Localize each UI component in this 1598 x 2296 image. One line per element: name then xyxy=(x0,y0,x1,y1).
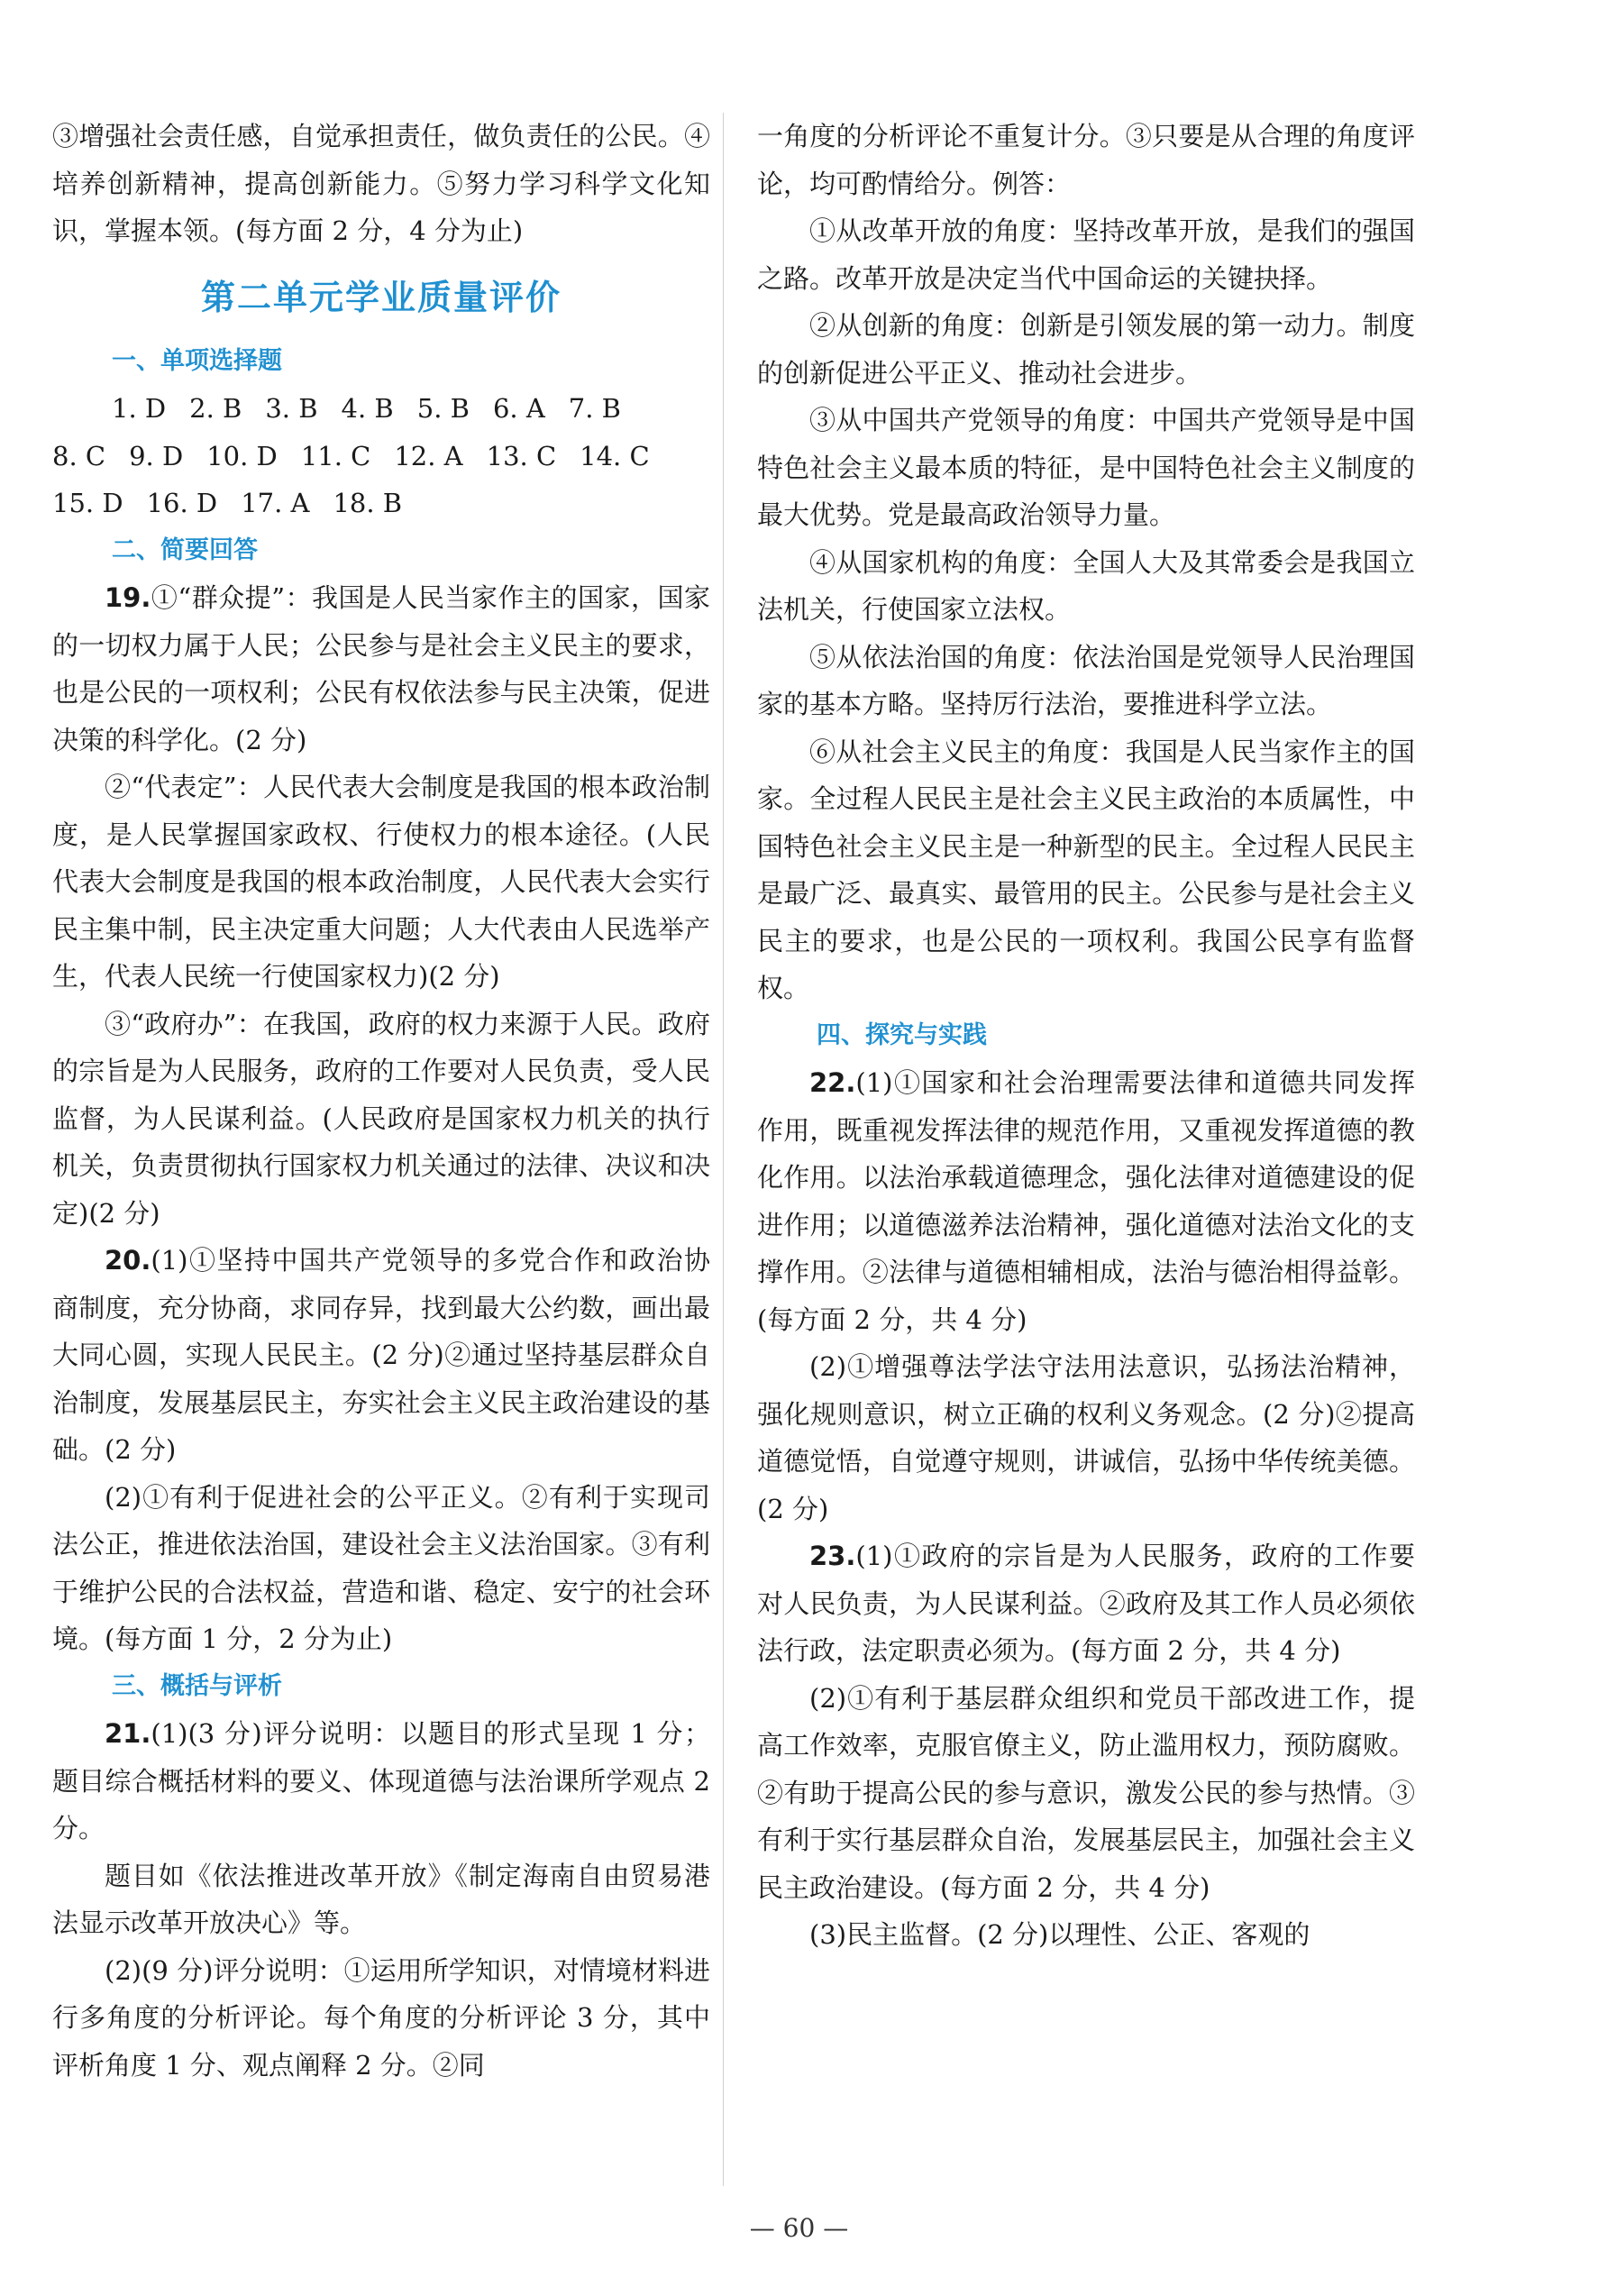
answer-item: 5. B xyxy=(416,393,470,424)
question-20-part-2: (2)①有利于促进社会的公平正义。②有利于实现司法公正，推进依法治国，建设社会主义法治国家。③有利于维护公民的合法权益，营造和谐、稳定、安宁的社会环境。(每方面 1 分，2 分为止) xyxy=(52,1481,710,1654)
question-22-part-2: (2)①增强尊法学法守法用法意识，弘扬法治精神，强化规则意识，树立正确的权利义务观念。(2 分)②提高道德觉悟，自觉遵守规则，讲诚信，弘扬中华传统美德。(2 分) xyxy=(757,1351,1415,1524)
left-column xyxy=(52,113,710,2089)
question-21-part-1 xyxy=(52,1710,710,1852)
question-number: 20. xyxy=(105,1245,151,1276)
answer-row xyxy=(52,385,710,433)
question-text: (1)①坚持中国共产党领导的多党合作和政治协商制度，充分协商，求同存异，找到最大公约数，画出最大同心圆，实现人民民主。(2 分)②通过坚持基层群众自治制度，发展基层民主，夯实社会主义民主政治建设的基础。(2 分) xyxy=(52,1245,710,1465)
answer-item: 1. D xyxy=(112,393,167,424)
answer-row xyxy=(52,433,710,480)
question-19-part-2: ②“代表定”：人民代表大会制度是我国的根本政治制度，是人民掌握国家政权、行使权力的根本途径。(人民代表大会制度是我国的根本政治制度，人民代表大会实行民主集中制，民主决定重大问题；人大代表由人民选举产生，代表人民统一行使国家权力)(2 分) xyxy=(52,772,710,992)
answer-item: 10. D xyxy=(206,440,278,471)
answer-item: 3. B xyxy=(265,393,318,424)
answer-item: 11. C xyxy=(300,440,371,471)
example-answer-state-organs: ④从国家机构的角度：全国人大及其常委会是我国立法机关，行使国家立法权。 xyxy=(757,546,1415,625)
answer-item: 17. A xyxy=(241,488,310,518)
answer-item: 12. A xyxy=(394,440,463,471)
question-23-part-1 xyxy=(757,1532,1415,1675)
question-19-part-1 xyxy=(52,574,710,764)
answer-item: 7. B xyxy=(568,393,621,424)
example-answer-democracy: ⑥从社会主义民主的角度：我国是人民当家作主的国家。全过程人民民主是社会主义民主政治的本质属性，中国特色社会主义民主是一种新型的民主。全过程人民民主是最广泛、最真实、最管用的民主。公民参与是社会主义民主的要求，也是公民的一项权利。我国公民享有监督权。 xyxy=(757,736,1415,1003)
question-20-part-1 xyxy=(52,1237,710,1474)
section-heading-short-answer: 二、简要回答 xyxy=(112,535,258,564)
unit-title: 第二单元学业质量评价 xyxy=(200,277,562,317)
right-column xyxy=(757,113,1415,1959)
answer-item: 14. C xyxy=(580,440,650,471)
section-heading-choice: 一、单项选择题 xyxy=(112,346,282,375)
example-answer-party-leadership: ③从中国共产党领导的角度：中国共产党领导是中国特色社会主义最本质的特征，是中国特色社会主义制度的最大优势。党是最高政治领导力量。 xyxy=(757,405,1415,530)
question-text: (1)①国家和社会治理需要法律和道德共同发挥作用，既重视发挥法律的规范作用，又重视发挥道德的教化作用。以法治承载道德理念，强化法律对道德建设的促进作用；以道德滋养法治精神，强化道德对法治文化的支撑作用。②法律与道德相辅相成，法治与德治相得益彰。(每方面 2 分，共 4 分) xyxy=(757,1067,1415,1335)
carryover-paragraph: ③增强社会责任感，自觉承担责任，做负责任的公民。④培养创新精神，提高创新能力。⑤努力学习科学文化知识，掌握本领。(每方面 2 分，4 分为止) xyxy=(52,121,710,246)
question-text: (1)(3 分)评分说明：以题目的形式呈现 1 分；题目综合概括材料的要义、体现道德与法治课所学观点 2 分。 xyxy=(52,1718,710,1843)
question-23-part-2: (2)①有利于基层群众组织和党员干部改进工作，提高工作效率，克服官僚主义，防止滥用权力，预防腐败。②有助于提高公民的参与意识，激发公民的参与热情。③有利于实行基层群众自治，发展基层民主，加强社会主义民主政治建设。(每方面 2 分，共 4 分) xyxy=(757,1682,1415,1903)
example-answer-innovation: ②从创新的角度：创新是引领发展的第一动力。制度的创新促进公平正义、推动社会进步。 xyxy=(757,310,1415,389)
question-19-part-3: ③“政府办”：在我国，政府的权力来源于人民。政府的宗旨是为人民服务，政府的工作要对人民负责，受人民监督，为人民谋利益。(人民政府是国家权力机关的执行机关，负责贯彻执行国家权力机关通过的法律、决议和决定)(2 分) xyxy=(52,1008,710,1229)
section-heading-inquiry: 四、探究与实践 xyxy=(817,1020,987,1049)
answer-item: 16. D xyxy=(146,488,218,518)
answer-item: 6. A xyxy=(492,393,545,424)
question-text: ①“群众提”：我国是人民当家作主的国家，国家的一切权力属于人民；公民参与是社会主义民主的要求，也是公民的一项权利；公民有权依法参与民主决策，促进决策的科学化。(2 分) xyxy=(52,582,710,755)
continued-paragraph: 一角度的分析评论不重复计分。③只要是从合理的角度评论，均可酌情给分。例答： xyxy=(757,121,1415,199)
question-text: (1)①政府的宗旨是为人民服务，政府的工作要对人民负责，为人民谋利益。②政府及其工作人员必须依法行政，法定职责必须为。(每方面 2 分，共 4 分) xyxy=(757,1541,1415,1666)
answer-item: 2. B xyxy=(189,393,242,424)
question-number: 21. xyxy=(105,1718,151,1749)
answer-item: 4. B xyxy=(341,393,394,424)
answer-item: 13. C xyxy=(486,440,557,471)
question-23-part-3: (3)民主监督。(2 分)以理性、公正、客观的 xyxy=(809,1919,1310,1950)
answer-item: 15. D xyxy=(52,488,123,518)
answer-item: 8. C xyxy=(52,440,106,471)
answer-item: 18. B xyxy=(333,488,403,518)
answer-item: 9. D xyxy=(129,440,184,471)
example-answer-rule-of-law: ⑤从依法治国的角度：依法治国是党领导人民治理国家的基本方略。坚持厉行法治，要推进科学立法。 xyxy=(757,641,1415,719)
question-21-part-2: (2)(9 分)评分说明：①运用所学知识，对情境材料进行多角度的分析评论。每个角度的分析评论 3 分，其中评析角度 1 分、观点阐释 2 分。②同 xyxy=(52,1954,710,2081)
question-number: 23. xyxy=(809,1541,856,1571)
section-heading-summary: 三、概括与评析 xyxy=(112,1671,282,1700)
example-answer-reform: ①从改革开放的角度：坚持改革开放，是我们的强国之路。改革开放是决定当代中国命运的关键抉择。 xyxy=(757,215,1415,294)
question-22-part-1 xyxy=(757,1059,1415,1343)
answer-row xyxy=(52,480,710,527)
question-number: 22. xyxy=(809,1067,856,1098)
question-21-example: 题目如《依法推进改革开放》《制定海南自由贸易港法显示改革开放决心》等。 xyxy=(52,1860,710,1938)
question-number: 19. xyxy=(105,582,151,613)
page-number: — 60 — xyxy=(749,2213,849,2243)
column-divider xyxy=(723,113,724,2186)
